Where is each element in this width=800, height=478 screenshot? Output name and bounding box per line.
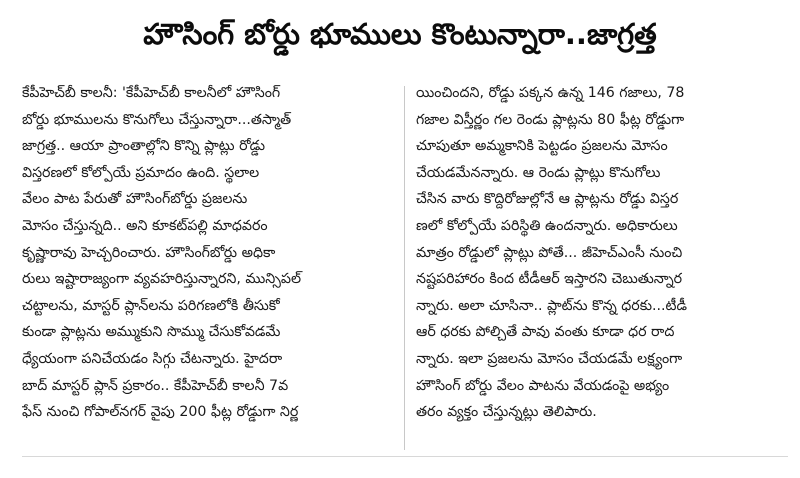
article-headline: హౌసింగ్ బోర్డు భూములు కొంటున్నారా..జాగ్రత్త	[143, 17, 657, 51]
body-line: చేసిన వారు కొద్దిరోజుల్లోనే ఆ ప్లాట్లను రోడ్డు విస్తర	[416, 191, 679, 208]
body-line: ఫేస్ నుంచి గోపాల్‌నగర్ వైపు 200 ఫీట్ల రోడ్డుగా నిర్ణ	[22, 404, 299, 421]
left-column	[22, 80, 404, 450]
article-body	[22, 80, 788, 450]
body-line: ఆర్ ధరకు పోల్చితే పావు వంతు కూడా ధర రాద	[416, 324, 675, 341]
body-line: న్నారు. అలా చూసినా.. ప్లాట్‌ను కొన్న ధరకు...టీడీ	[416, 297, 688, 314]
body-line: బోర్డు భూములను కొనుగోలు చేస్తున్నారా...తస్మాత్	[22, 111, 292, 128]
body-line: కేపీహెచ్‌బీ కాలనీ: 'కేపీహెచ్‌బీ కాలనీలో హౌసింగ్	[22, 85, 281, 101]
body-line: హౌసింగ్ బోర్డు వేలం పాటను వేయడంపై అభ్యం	[416, 377, 670, 394]
body-line: బాద్ మాస్టర్ ప్లాన్ ప్రకారం.. కేపీహెచ్‌బీ కాలనీ 7వ	[22, 377, 289, 394]
body-line: కుండా ప్లాట్లను అమ్ముకుని సొమ్ము చేసుకోవడమే	[22, 324, 281, 341]
body-line: ధ్యేయంగా పనిచేయడం సిగ్గు చేటన్నారు. హైదరా	[22, 350, 283, 367]
body-line: న్నారు. ఇలా ప్రజలను మోసం చేయడమే లక్ష్యంగా	[416, 350, 683, 367]
bottom-divider	[22, 456, 788, 457]
column-divider	[404, 86, 405, 450]
body-line: యించిందని, రోడ్డు పక్కన ఉన్న 146 గజాలు, 78	[416, 85, 685, 101]
body-line: రులు ఇష్టారాజ్యంగా వ్యవహరిస్తున్నారని, మున్సిపల్	[22, 271, 302, 288]
body-line: వేలం పాట పేరుతో హౌసింగ్‌బోర్డు ప్రజలను	[22, 191, 248, 208]
body-line: తరం వ్యక్తం చేస్తున్నట్లు తెలిపారు.	[416, 404, 597, 421]
body-line: మోసం చేస్తున్నది.. అని కూకట్‌పల్లి మాధవరం	[22, 217, 268, 234]
body-line: నష్టపరిహారం కింద టీడీఆర్ ఇస్తారని చెబుతున్నార	[416, 271, 683, 288]
body-line: ణలో కోల్పోయే పరిస్థితి ఉందన్నారు. అధికారులు	[416, 217, 678, 234]
body-line: గజాల విస్తీర్ణం గల రెండు ప్లాట్లను 80 ఫీట్ల రోడ్డుగా	[416, 111, 685, 128]
right-column	[416, 80, 786, 450]
body-line: చట్టాలను, మాస్టర్ ప్లాన్‌లను పరిగణలోకి తీసుకో	[22, 297, 280, 314]
body-line: చూపుతూ అమ్మకానికి పెట్టడం ప్రజలను మోసం	[416, 138, 668, 155]
body-line: చేయడమేనన్నారు. ఆ రెండు ప్లాట్లు కొనుగోలు	[416, 164, 661, 181]
body-line: జాగ్రత్త.. ఆయా ప్రాంతాల్లోని కొన్ని ప్లాట్లు రోడ్డు	[22, 138, 265, 155]
body-line: కృష్ణారావు హెచ్చరించారు. హౌసింగ్‌బోర్డు అధికా	[22, 244, 276, 261]
headline-area	[0, 0, 800, 76]
body-line: మాత్రం రోడ్డులో ప్లాట్లు పోతే... జీహెచ్‌ఎంసీ నుంచి	[416, 244, 683, 261]
body-line: విస్తరణలో కోల్పోయే ప్రమాదం ఉంది. స్థలాల	[22, 164, 260, 181]
